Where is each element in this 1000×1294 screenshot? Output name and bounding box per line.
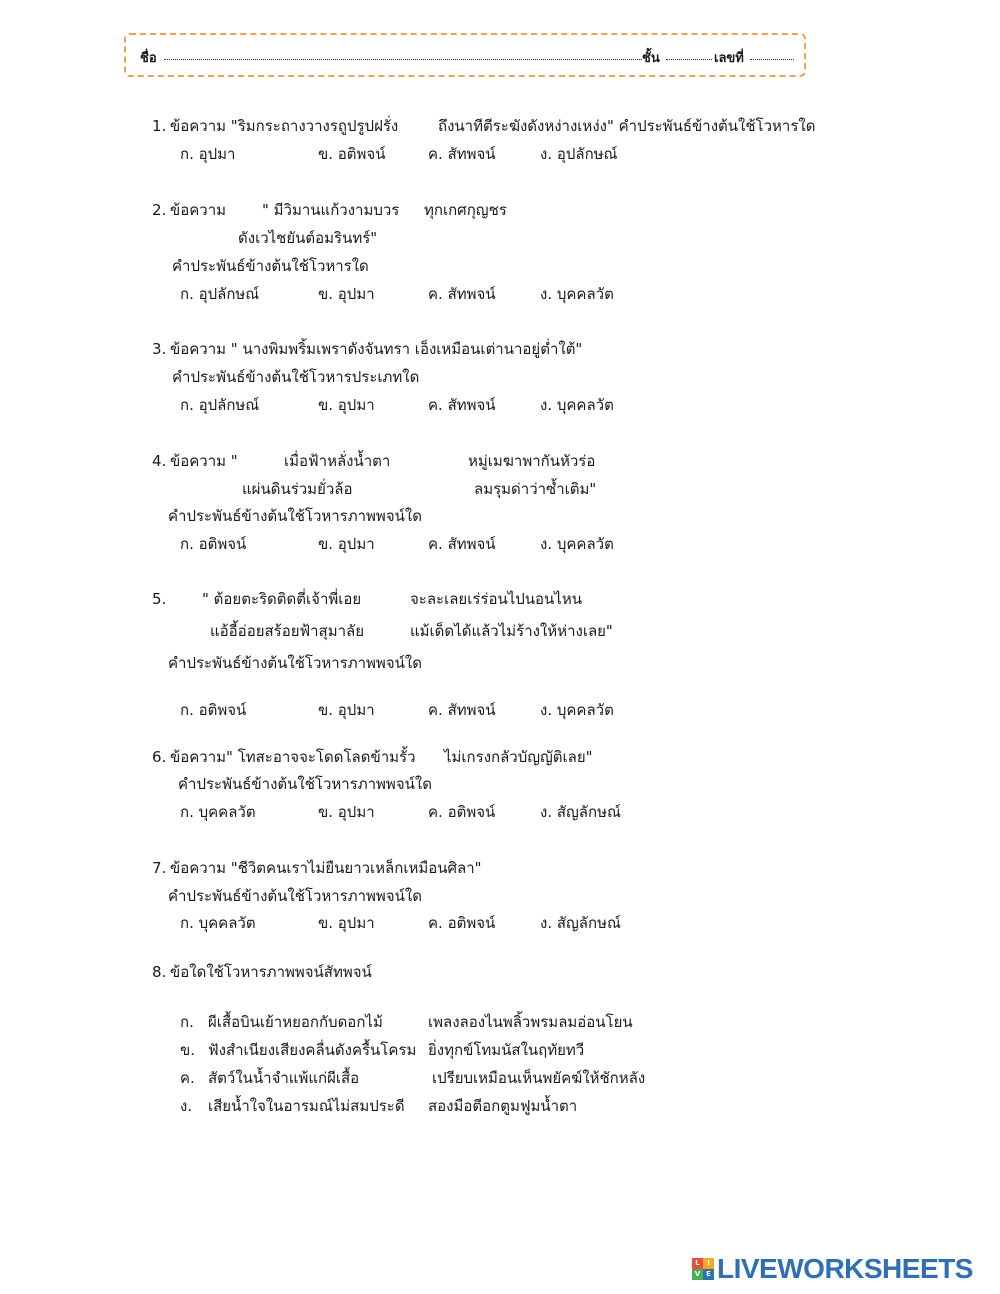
question-text: ข้อความ bbox=[170, 201, 227, 219]
number-label: เลขที่ bbox=[714, 51, 744, 66]
question-number: 6. bbox=[152, 748, 167, 766]
option-c[interactable]: ค. สัทพจน์ bbox=[428, 285, 496, 303]
question-text: ไม่เกรงกลัวบัญญัติเลย" bbox=[444, 748, 593, 766]
student-info-box bbox=[124, 33, 806, 77]
question-text: แม้เด็ดได้แล้วไม่ร้างให้ห่างเลย" bbox=[410, 622, 613, 640]
option-b[interactable]: ข. อุปมา bbox=[318, 803, 375, 821]
question-number: 7. bbox=[152, 859, 167, 877]
option-a[interactable]: ก. อุปมา bbox=[180, 145, 236, 163]
option-d[interactable]: ง. บุคคลวัต bbox=[540, 701, 614, 719]
question-prompt: คำประพันธ์ข้างต้นใช้โวหารใด bbox=[172, 257, 369, 275]
option-a[interactable]: ก. บุคคลวัต bbox=[180, 803, 256, 821]
option-d[interactable]: ง. อุปลักษณ์ bbox=[540, 145, 618, 163]
choice-b-second[interactable]: ยิ่งทุกข์โทมนัสในฤทัยทวี bbox=[428, 1041, 585, 1059]
option-a[interactable]: ก. อุปลักษณ์ bbox=[180, 396, 260, 414]
choice-a-second[interactable]: เพลงลองไนพลิ้วพรมลมอ่อนโยน bbox=[428, 1013, 633, 1031]
class-label: ชั้น bbox=[642, 51, 660, 66]
name-label: ชื่อ bbox=[140, 51, 157, 66]
question-number: 3. bbox=[152, 340, 167, 358]
option-c[interactable]: ค. สัทพจน์ bbox=[428, 701, 496, 719]
choice-letter: ก. bbox=[180, 1013, 194, 1031]
option-d[interactable]: ง. บุคคลวัต bbox=[540, 535, 614, 553]
option-a[interactable]: ก. อติพจน์ bbox=[180, 701, 247, 719]
option-d[interactable]: ง. สัญลักษณ์ bbox=[540, 803, 621, 821]
question-text: ถึงนาทีตีระฆังดังหง่างเหง่ง" คำประพันธ์ข้างต้นใช้โวหารใด bbox=[438, 117, 816, 135]
question-prompt: คำประพันธ์ข้างต้นใช้โวหารประเภทใด bbox=[172, 368, 420, 386]
question-text: ข้อใดใช้โวหารภาพพจน์สัทพจน์ bbox=[170, 963, 372, 981]
option-b[interactable]: ข. อติพจน์ bbox=[318, 145, 386, 163]
choice-d-second[interactable]: สองมือตีอกตูมฟูมน้ำตา bbox=[428, 1097, 578, 1115]
logo-tile-icon: E bbox=[703, 1269, 714, 1280]
question-text: ลมรุมด่าว่าซ้ำเติม" bbox=[474, 480, 597, 498]
option-a[interactable]: ก. อุปลักษณ์ bbox=[180, 285, 260, 303]
logo-icon bbox=[692, 1258, 714, 1280]
option-c[interactable]: ค. อติพจน์ bbox=[428, 914, 496, 932]
question-number: 2. bbox=[152, 201, 167, 219]
choice-b-first[interactable]: ฟังสำเนียงเสียงคลื่นดังครื้นโครม bbox=[208, 1041, 417, 1059]
logo-tile-icon: I bbox=[703, 1258, 714, 1269]
question-text: จะละเลยเร่ร่อนไปนอนไหน bbox=[410, 590, 582, 608]
choice-letter: ข. bbox=[180, 1041, 196, 1059]
logo-tile-icon: L bbox=[692, 1258, 703, 1269]
option-d[interactable]: ง. บุคคลวัต bbox=[540, 396, 614, 414]
choice-c-first[interactable]: สัตว์ในน้ำจำแพ้แก่ผีเสื้อ bbox=[208, 1069, 360, 1087]
class-field[interactable] bbox=[666, 59, 712, 60]
choice-letter: ง. bbox=[180, 1097, 193, 1115]
liveworksheets-logo bbox=[692, 1255, 973, 1283]
question-prompt: คำประพันธ์ข้างต้นใช้โวหารภาพพจน์ใด bbox=[168, 887, 422, 905]
option-a[interactable]: ก. อติพจน์ bbox=[180, 535, 247, 553]
option-b[interactable]: ข. อุปมา bbox=[318, 535, 375, 553]
question-text: " มีวิมานแก้วงามบวร bbox=[262, 201, 400, 219]
number-field[interactable] bbox=[750, 59, 794, 60]
question-text: หมู่เมฆาพากันหัวร่อ bbox=[468, 452, 596, 470]
option-a[interactable]: ก. บุคคลวัต bbox=[180, 914, 256, 932]
option-b[interactable]: ข. อุปมา bbox=[318, 285, 375, 303]
option-c[interactable]: ค. อติพจน์ bbox=[428, 803, 496, 821]
option-c[interactable]: ค. สัทพจน์ bbox=[428, 535, 496, 553]
question-text: ข้อความ " bbox=[170, 452, 238, 470]
question-text: ข้อความ "ชีวิตคนเราไม่ยืนยาวเหล็กเหมือนศิลา" bbox=[170, 859, 482, 877]
logo-tile-icon: V bbox=[692, 1269, 703, 1280]
question-prompt: คำประพันธ์ข้างต้นใช้โวหารภาพพจน์ใด bbox=[168, 507, 422, 525]
logo-text: LIVEWORKSHEETS bbox=[717, 1253, 973, 1284]
choice-d-first[interactable]: เสียน้ำใจในอารมณ์ไม่สมประดี bbox=[208, 1097, 405, 1115]
question-number: 5. bbox=[152, 590, 167, 608]
option-d[interactable]: ง. สัญลักษณ์ bbox=[540, 914, 621, 932]
question-text: ข้อความ " นางพิมพริ้มเพราดังจันทรา เอ็งเหมือนเต่านาอยู่ต่ำใต้" bbox=[170, 340, 583, 358]
name-field[interactable] bbox=[164, 59, 642, 60]
option-d[interactable]: ง. บุคคลวัต bbox=[540, 285, 614, 303]
option-c[interactable]: ค. สัทพจน์ bbox=[428, 396, 496, 414]
question-text: ทุกเกศกุญชร bbox=[424, 201, 507, 219]
question-text: เมื่อฟ้าหลั่งน้ำตา bbox=[284, 452, 391, 470]
option-b[interactable]: ข. อุปมา bbox=[318, 701, 375, 719]
question-text: แอ้อี้อ่อยสร้อยฟ้าสุมาลัย bbox=[210, 622, 364, 640]
question-number: 8. bbox=[152, 963, 167, 981]
question-text: ข้อความ" โทสะอาจจะโดดโลดข้ามรั้ว bbox=[170, 748, 416, 766]
question-text: ดังเวไชยันต์อมรินทร์" bbox=[238, 229, 378, 247]
option-c[interactable]: ค. สัทพจน์ bbox=[428, 145, 496, 163]
question-prompt: คำประพันธ์ข้างต้นใช้โวหารภาพพจน์ใด bbox=[178, 775, 432, 793]
option-b[interactable]: ข. อุปมา bbox=[318, 914, 375, 932]
question-text: " ต้อยตะริดติดตี่เจ้าพี่เอย bbox=[202, 590, 362, 608]
choice-letter: ค. bbox=[180, 1069, 195, 1087]
choice-a-first[interactable]: ผีเสื้อบินเย้าหยอกกับดอกไม้ bbox=[208, 1013, 383, 1031]
option-b[interactable]: ข. อุปมา bbox=[318, 396, 375, 414]
question-number: 1. bbox=[152, 117, 167, 135]
question-text: ข้อความ "ริมกระถางวางรถูปรูปฝรั่ง bbox=[170, 117, 399, 135]
question-number: 4. bbox=[152, 452, 167, 470]
choice-c-second[interactable]: เปรียบเหมือนเห็นพยัคฆ์ให้ชักหลัง bbox=[432, 1069, 646, 1087]
question-prompt: คำประพันธ์ข้างต้นใช้โวหารภาพพจน์ใด bbox=[168, 654, 422, 672]
question-text: แผ่นดินร่วมยั่วล้อ bbox=[242, 480, 353, 498]
